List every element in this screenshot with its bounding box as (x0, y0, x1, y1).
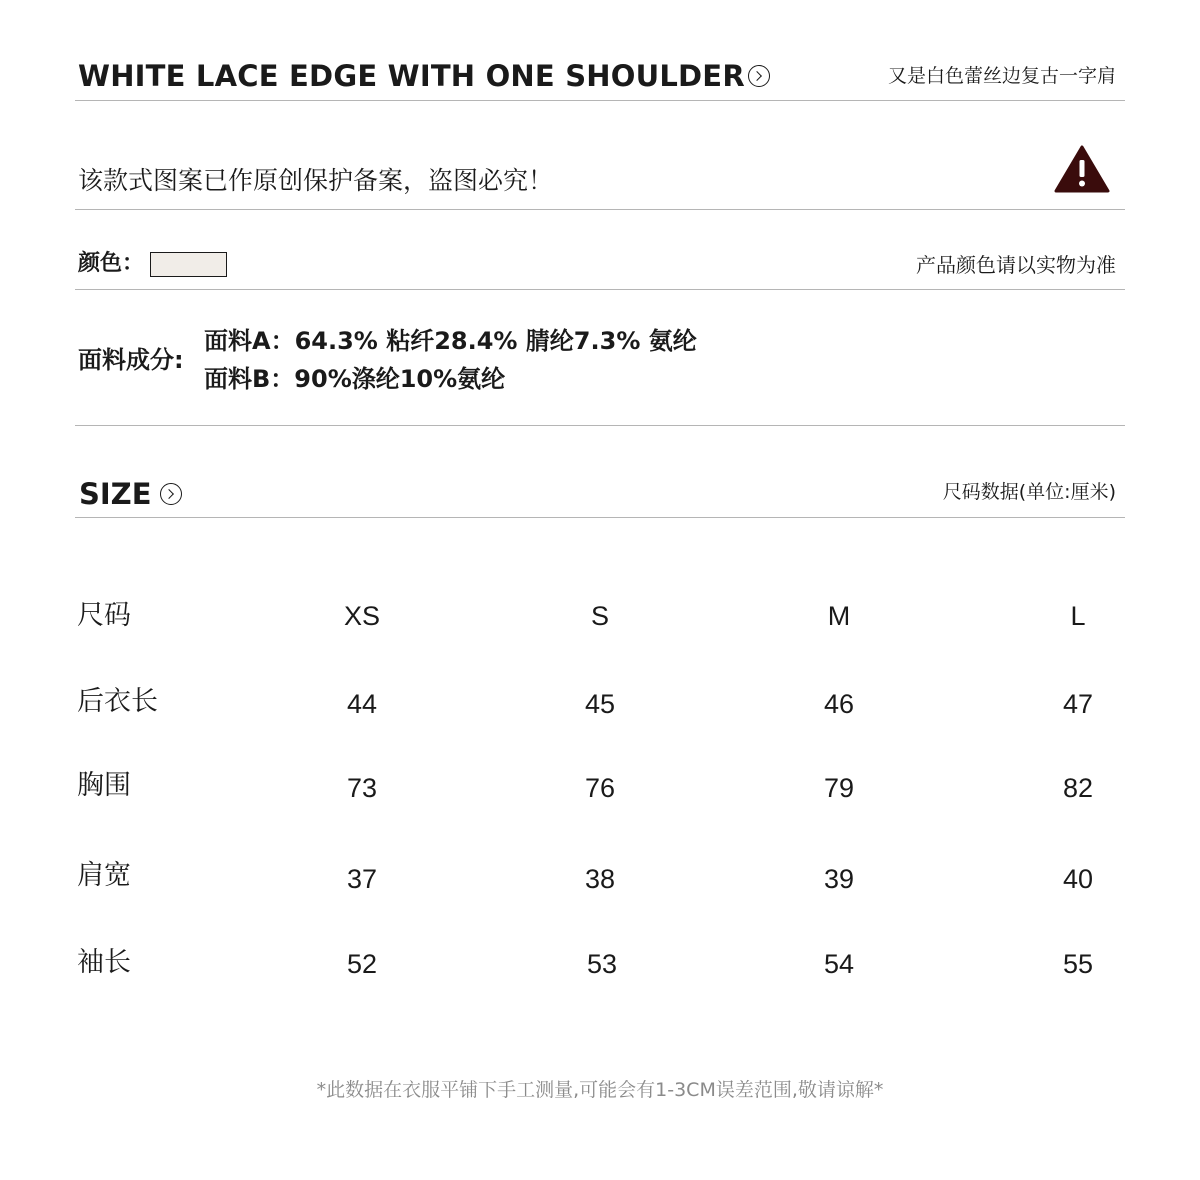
table-cell: 37 (346, 864, 378, 894)
warning-icon (1054, 144, 1110, 194)
divider (75, 517, 1125, 518)
measurement-footnote: *此数据在衣服平铺下手工测量,可能会有1-3CM误差范围,敬请谅解* (316, 1079, 884, 1101)
copyright-notice: 该款式图案已作原创保护备案，盗图必究！ (78, 166, 554, 195)
table-cell: 73 (346, 773, 378, 803)
color-label: 颜色： (78, 251, 145, 276)
table-cell: 79 (823, 773, 855, 803)
table-cell: 40 (1062, 864, 1094, 894)
table-header-cell: XS (343, 601, 381, 631)
fabric-line-b: 面料B：90%涤纶10%氨纶 (204, 365, 506, 393)
product-title-text: WHITE LACE EDGE WITH ONE SHOULDER (78, 59, 745, 93)
divider (75, 100, 1125, 101)
product-subtitle-cn: 又是白色蕾丝边复古一字肩 (887, 65, 1116, 87)
table-header-cell: S (590, 601, 609, 631)
fabric-label: 面料成分: (78, 346, 184, 374)
divider (75, 289, 1125, 290)
product-title (78, 56, 770, 96)
table-cell: 38 (584, 864, 616, 894)
size-unit-note: 尺码数据(单位:厘米) (942, 481, 1116, 503)
table-row-label: 袖长 (77, 947, 131, 978)
table-cell: 76 (584, 773, 616, 803)
table-cell: 45 (584, 689, 616, 719)
color-swatch (150, 252, 227, 277)
chevron-right-circle-icon (748, 65, 770, 87)
table-header-cell: M (827, 601, 851, 631)
table-cell: 39 (823, 864, 855, 894)
divider (75, 209, 1125, 210)
table-cell: 82 (1062, 773, 1094, 803)
table-cell: 54 (823, 949, 855, 979)
table-header-cell: 尺码 (77, 600, 131, 631)
table-row-label: 后衣长 (77, 686, 158, 717)
fabric-line-a: 面料A：64.3% 粘纤28.4% 腈纶7.3% 氨纶 (204, 327, 697, 355)
chevron-right-circle-icon (160, 483, 182, 505)
size-title (79, 475, 182, 513)
table-cell: 47 (1062, 689, 1094, 719)
divider (75, 425, 1125, 426)
color-note: 产品颜色请以实物为准 (916, 253, 1116, 277)
table-cell: 44 (346, 689, 378, 719)
color-row (78, 248, 227, 280)
table-header-cell: L (1070, 601, 1086, 631)
table-cell: 52 (346, 949, 378, 979)
table-cell: 55 (1062, 949, 1094, 979)
table-row-label: 胸围 (77, 770, 131, 801)
table-cell: 53 (586, 949, 618, 979)
table-row-label: 肩宽 (77, 860, 131, 891)
size-title-text: SIZE (79, 477, 152, 511)
table-cell: 46 (823, 689, 855, 719)
